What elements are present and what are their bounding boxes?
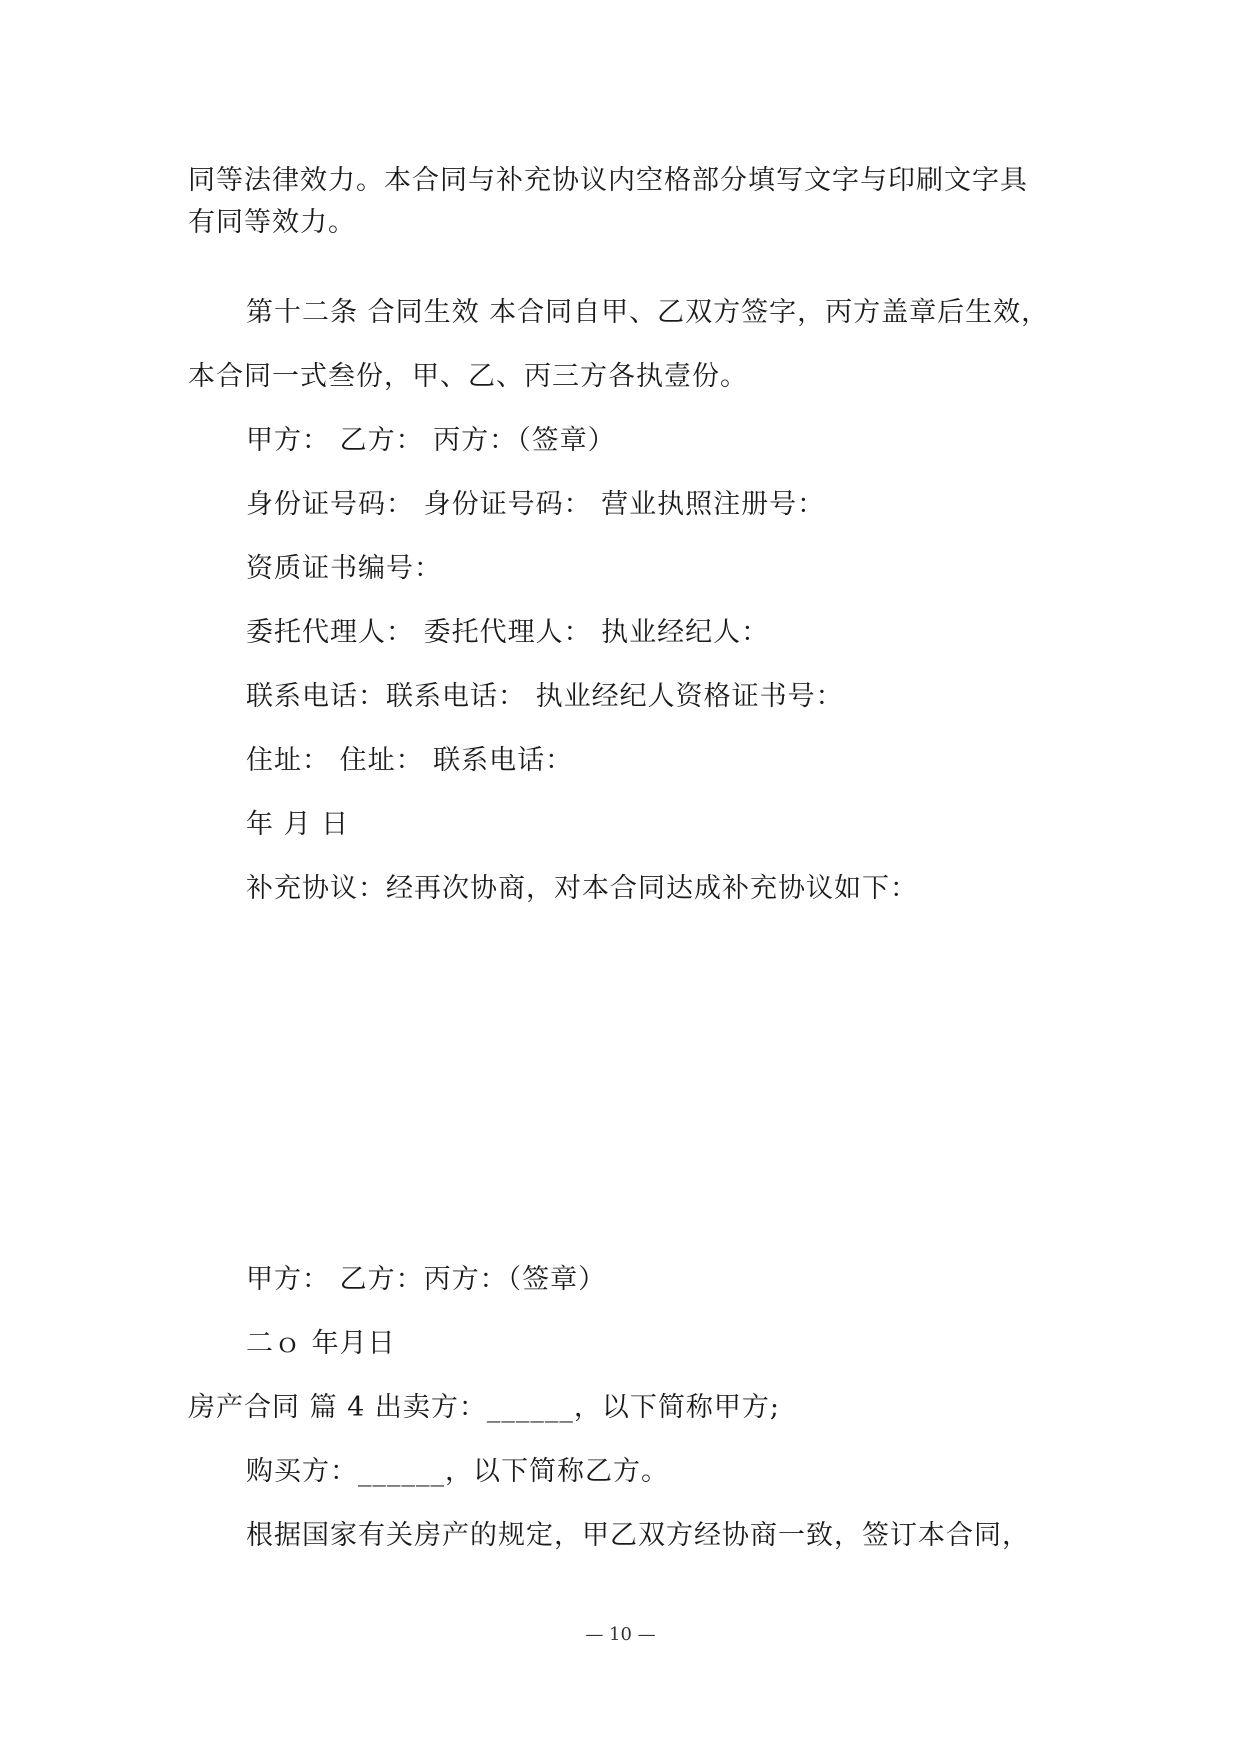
id-number-line: 身份证号码： 身份证号码： 营业执照注册号： — [246, 489, 826, 520]
signature-parties-line: 甲方： 乙方： 丙方：（签章） — [246, 425, 616, 456]
qualification-cert-line: 资质证书编号： — [246, 553, 442, 584]
supplementary-signature-line: 甲方： 乙方：丙方：（签章） — [246, 1264, 607, 1295]
date-line: 年 月 日 — [246, 809, 350, 840]
buyer-line: 购买方：______，以下简称乙方。 — [246, 1456, 669, 1487]
paragraph-line: 同等法律效力。本合同与补充协议内空格部分填写文字与印刷文字具 — [188, 165, 1028, 196]
phone-line: 联系电话：联系电话： 执业经纪人资格证书号： — [246, 681, 844, 712]
supplementary-date-line: 二ｏ 年月日 — [246, 1328, 396, 1359]
article-12-heading-line: 第十二条 合同生效 本合同自甲、乙双方签字，丙方盖章后生效， — [246, 297, 1050, 328]
agent-line: 委托代理人： 委托代理人： 执业经纪人： — [246, 617, 770, 648]
contract-4-heading-line: 房产合同 篇 4 出卖方：______，以下简称甲方; — [188, 1392, 781, 1423]
address-line: 住址： 住址： 联系电话： — [246, 745, 574, 776]
paragraph-line: 根据国家有关房产的规定，甲乙双方经协商一致，签订本合同， — [246, 1520, 1030, 1551]
supplementary-agreement-line: 补充协议：经再次协商，对本合同达成补充协议如下： — [246, 873, 918, 904]
page-number: — 10 — — [585, 1624, 656, 1645]
paragraph-line: 有同等效力。 — [188, 207, 356, 238]
paragraph-line: 本合同一式叁份，甲、乙、丙三方各执壹份。 — [188, 361, 748, 392]
